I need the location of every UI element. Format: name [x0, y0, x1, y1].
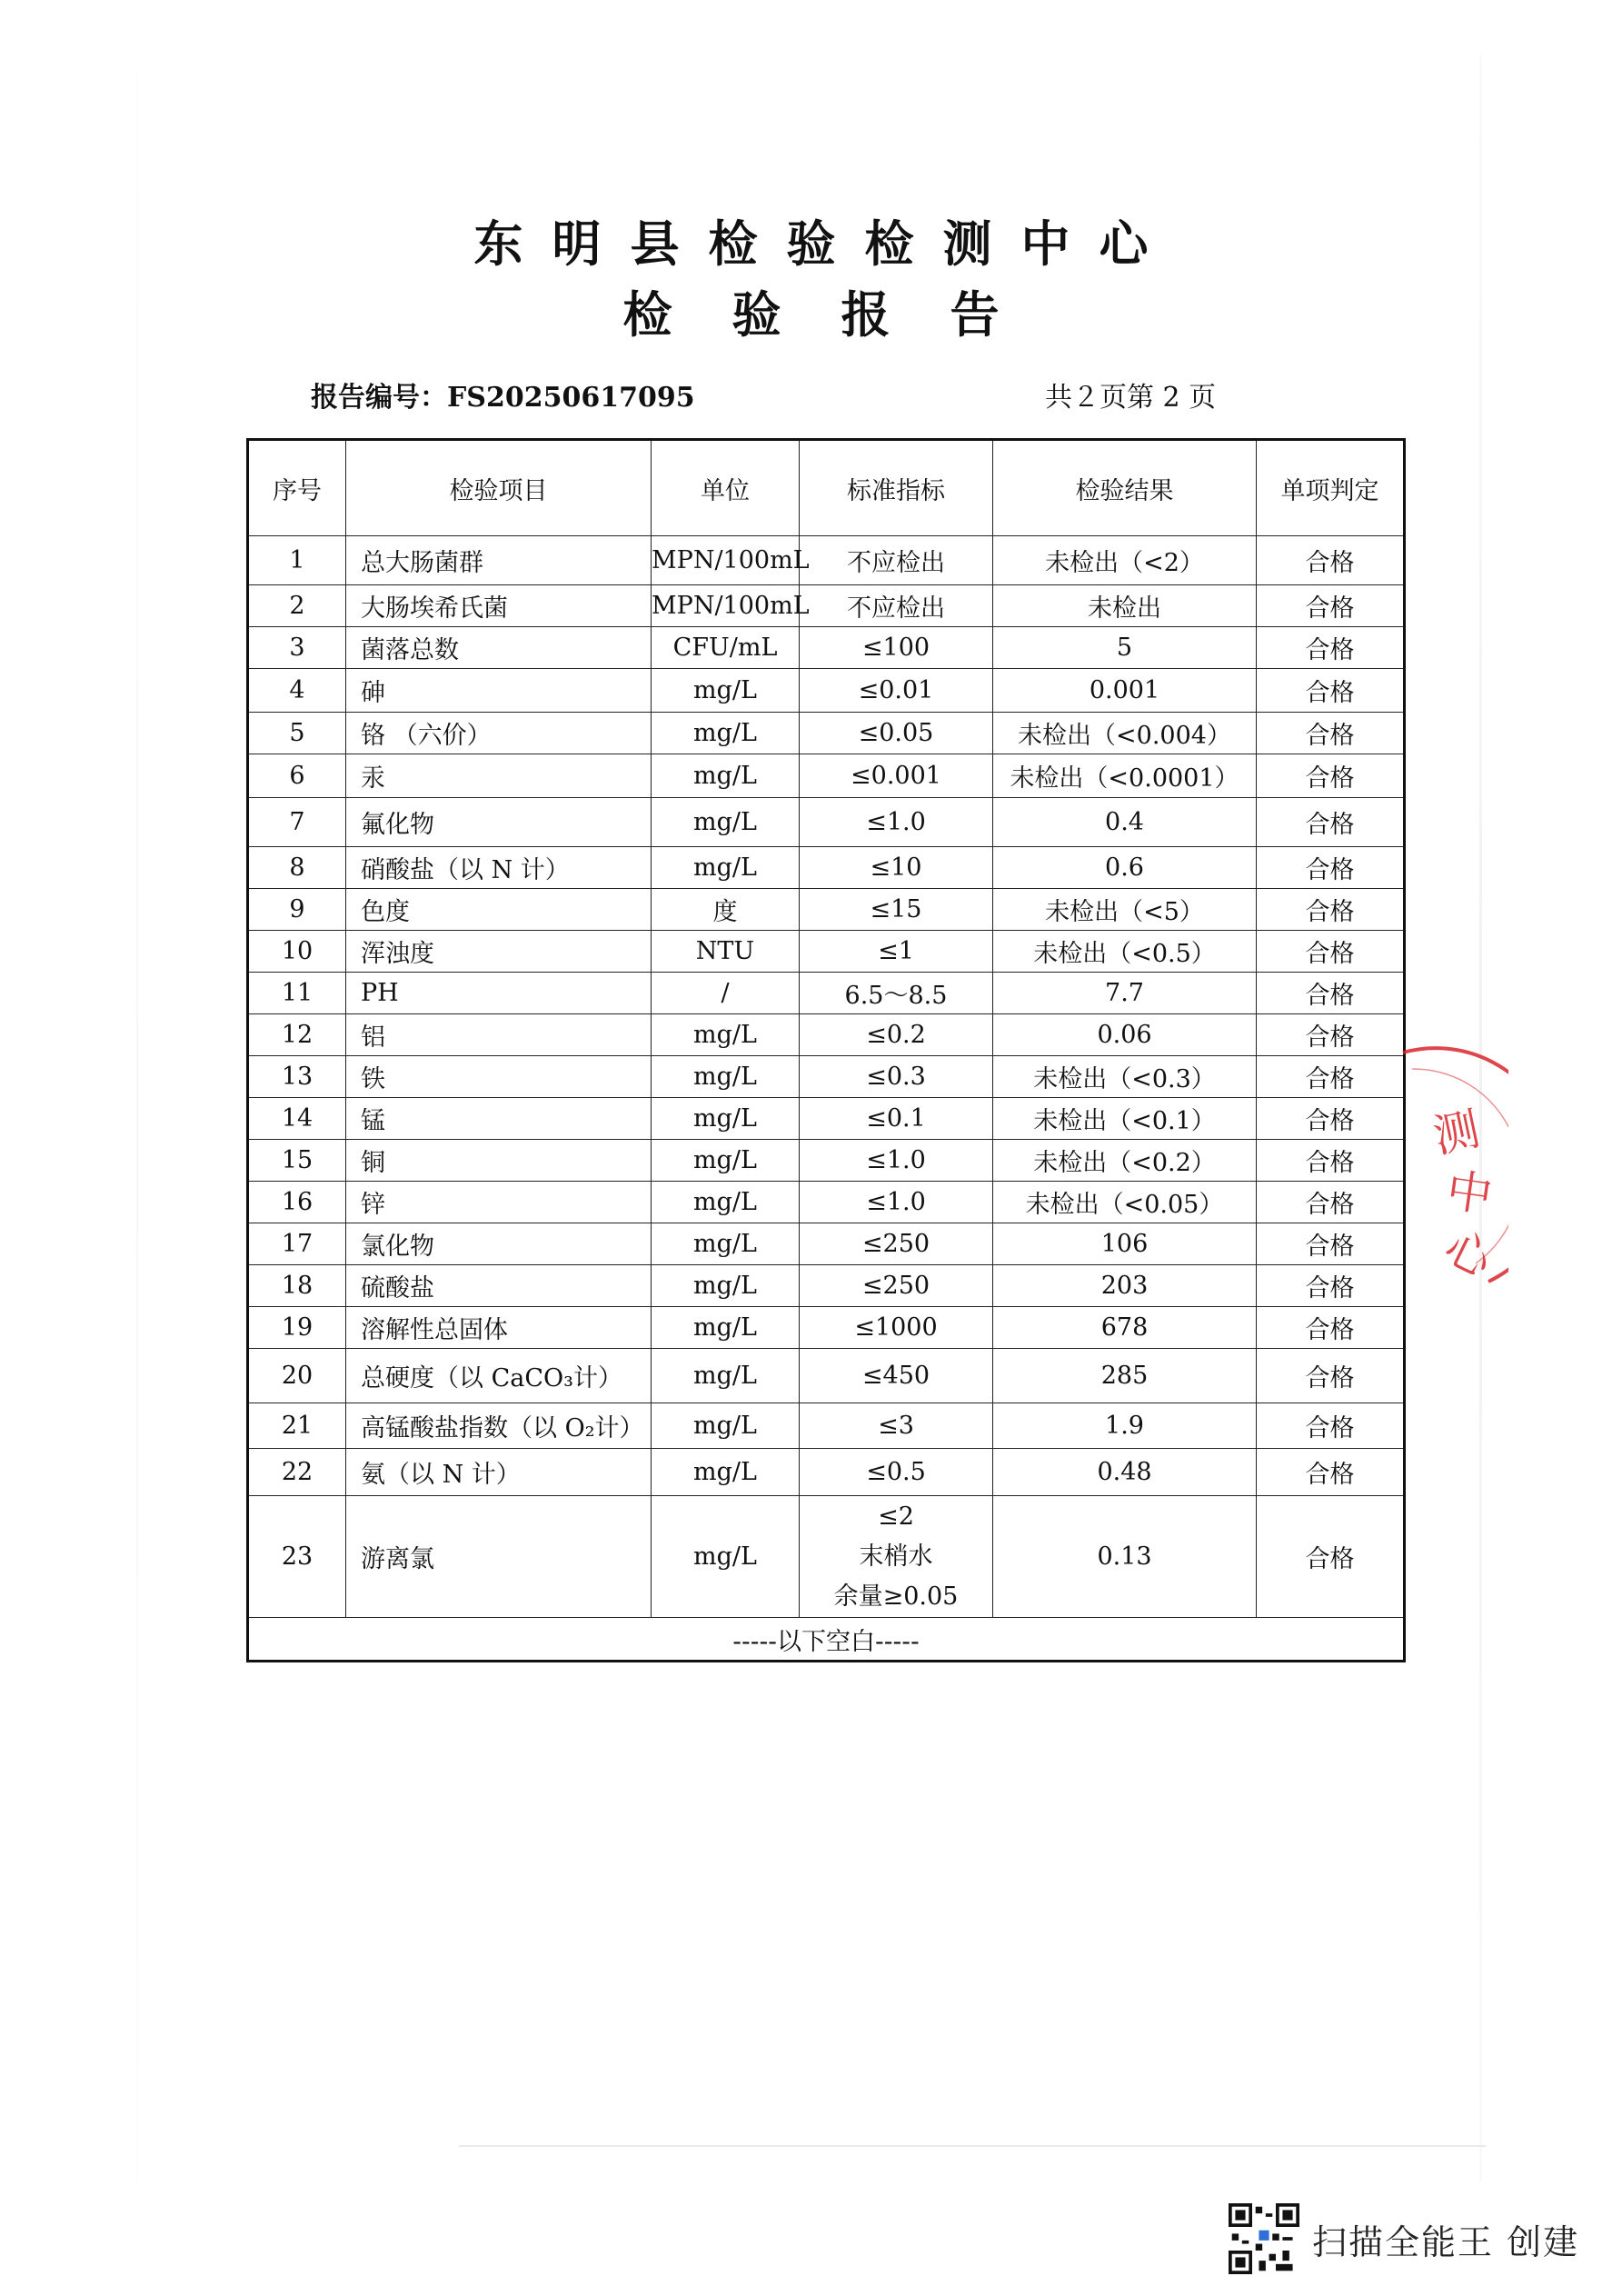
cell-result: 7.7 [993, 973, 1257, 1014]
table-header-row [248, 440, 1405, 536]
cell-standard: ≤1000 [800, 1307, 993, 1349]
cell-result: 未检出（<5） [993, 889, 1257, 931]
cell-result: 0.06 [993, 1014, 1257, 1056]
cell-item-name: 锰 [346, 1098, 652, 1140]
table-row [248, 585, 1405, 627]
cell-result: 0.4 [993, 798, 1257, 847]
table-row [248, 536, 1405, 585]
cell-row-number: 20 [248, 1349, 346, 1403]
cell-unit: mg/L [652, 754, 800, 798]
cell-judgement: 合格 [1257, 973, 1405, 1014]
cell-standard [800, 1496, 993, 1618]
cell-standard: ≤15 [800, 889, 993, 931]
cell-item-name: 铝 [346, 1014, 652, 1056]
cell-standard: 6.5～8.5 [800, 973, 993, 1014]
cell-judgement: 合格 [1257, 847, 1405, 889]
table-row [248, 1265, 1405, 1307]
cell-unit: mg/L [652, 1449, 800, 1496]
table-row [248, 973, 1405, 1014]
cell-item-name: 色度 [346, 889, 652, 931]
cell-result: 0.6 [993, 847, 1257, 889]
cell-row-number: 16 [248, 1182, 346, 1223]
table-row [248, 847, 1405, 889]
table-row [248, 754, 1405, 798]
table-row [248, 1056, 1405, 1098]
cell-result: 203 [993, 1265, 1257, 1307]
column-header-unit: 单位 [652, 440, 800, 536]
scanner-watermark [1229, 2203, 1579, 2274]
table-row [248, 1496, 1405, 1618]
cell-result: 0.001 [993, 669, 1257, 713]
cell-judgement: 合格 [1257, 1307, 1405, 1349]
cell-standard: ≤0.001 [800, 754, 993, 798]
document-title: 检验报告 [622, 285, 1060, 344]
cell-item-name: 菌落总数 [346, 627, 652, 669]
cell-item-name: 氟化物 [346, 798, 652, 847]
scanner-watermark-text: 扫描全能王 创建 [1312, 2221, 1580, 2262]
cell-standard: ≤1.0 [800, 1182, 993, 1223]
cell-unit: MPN/100mL [652, 585, 800, 627]
cell-unit: mg/L [652, 1307, 800, 1349]
cell-judgement: 合格 [1257, 889, 1405, 931]
cell-judgement: 合格 [1257, 1265, 1405, 1307]
table-row [248, 1349, 1405, 1403]
cell-item-name: 大肠埃希氏菌 [346, 585, 652, 627]
cell-result: 未检出（<0.2） [993, 1140, 1257, 1182]
cell-standard: ≤0.1 [800, 1098, 993, 1140]
cell-standard: ≤0.05 [800, 713, 993, 754]
cell-judgement: 合格 [1257, 1223, 1405, 1265]
table-row [248, 1098, 1405, 1140]
column-header-item: 检验项目 [346, 440, 652, 536]
cell-unit: mg/L [652, 1349, 800, 1403]
cell-unit: / [652, 973, 800, 1014]
cell-judgement: 合格 [1257, 1182, 1405, 1223]
cell-row-number: 15 [248, 1140, 346, 1182]
cell-judgement: 合格 [1257, 754, 1405, 798]
cell-standard: ≤1 [800, 931, 993, 973]
cell-row-number: 17 [248, 1223, 346, 1265]
cell-judgement: 合格 [1257, 1449, 1405, 1496]
cell-standard: ≤10 [800, 847, 993, 889]
scan-edge-bottom [459, 2145, 1486, 2147]
cell-row-number: 23 [248, 1496, 346, 1618]
cell-result: 678 [993, 1307, 1257, 1349]
cell-row-number: 8 [248, 847, 346, 889]
table-row [248, 1403, 1405, 1449]
cell-unit: mg/L [652, 1056, 800, 1098]
cell-result: 0.48 [993, 1449, 1257, 1496]
cell-item-name: 总大肠菌群 [346, 536, 652, 585]
cell-judgement: 合格 [1257, 585, 1405, 627]
cell-judgement: 合格 [1257, 1349, 1405, 1403]
cell-judgement: 合格 [1257, 798, 1405, 847]
cell-judgement: 合格 [1257, 931, 1405, 973]
cell-judgement: 合格 [1257, 536, 1405, 585]
cell-row-number: 19 [248, 1307, 346, 1349]
cell-judgement: 合格 [1257, 669, 1405, 713]
cell-row-number: 13 [248, 1056, 346, 1098]
red-seal-stamp [1381, 1045, 1508, 1318]
table-row [248, 1182, 1405, 1223]
table-row [248, 669, 1405, 713]
cell-item-name: 溶解性总固体 [346, 1307, 652, 1349]
table-row [248, 889, 1405, 931]
cell-standard: ≤250 [800, 1223, 993, 1265]
cell-result: 未检出（<0.5） [993, 931, 1257, 973]
svg-text:中: 中 [1443, 1163, 1496, 1223]
cell-row-number: 1 [248, 536, 346, 585]
cell-unit: mg/L [652, 713, 800, 754]
cell-unit: MPN/100mL [652, 536, 800, 585]
cell-unit: CFU/mL [652, 627, 800, 669]
cell-item-name: 氯化物 [346, 1223, 652, 1265]
cell-standard: ≤450 [800, 1349, 993, 1403]
cell-row-number: 2 [248, 585, 346, 627]
cell-standard: ≤1.0 [800, 1140, 993, 1182]
cell-judgement: 合格 [1257, 1140, 1405, 1182]
column-header-standard: 标准指标 [800, 440, 993, 536]
table-row [248, 1307, 1405, 1349]
cell-result: 未检出（<0.3） [993, 1056, 1257, 1098]
scan-edge-left [136, 73, 138, 2181]
cell-judgement: 合格 [1257, 1403, 1405, 1449]
cell-judgement: 合格 [1257, 1098, 1405, 1140]
cell-standard: ≤0.3 [800, 1056, 993, 1098]
table-row [248, 798, 1405, 847]
cell-unit: mg/L [652, 798, 800, 847]
cell-result: 未检出（<0.004） [993, 713, 1257, 754]
cell-standard: 不应检出 [800, 536, 993, 585]
cell-item-name: 铁 [346, 1056, 652, 1098]
cell-judgement: 合格 [1257, 1496, 1405, 1618]
cell-judgement: 合格 [1257, 1014, 1405, 1056]
cell-result: 未检出 [993, 585, 1257, 627]
cell-item-name: 浑浊度 [346, 931, 652, 973]
cell-standard: ≤1.0 [800, 798, 993, 847]
table-row [248, 1140, 1405, 1182]
cell-unit: mg/L [652, 1098, 800, 1140]
cell-row-number: 7 [248, 798, 346, 847]
cell-row-number: 9 [248, 889, 346, 931]
end-note: -----以下空白----- [248, 1618, 1405, 1662]
report-number-label: 报告编号： [311, 382, 447, 414]
cell-item-name: 高锰酸盐指数（以 O₂计） [346, 1403, 652, 1449]
report-number [311, 374, 695, 414]
cell-unit: mg/L [652, 669, 800, 713]
cell-result: 106 [993, 1223, 1257, 1265]
cell-result: 未检出（<0.05） [993, 1182, 1257, 1223]
cell-unit: NTU [652, 931, 800, 973]
cell-result: 0.13 [993, 1496, 1257, 1618]
cell-unit: mg/L [652, 1265, 800, 1307]
svg-text:心: 心 [1436, 1220, 1501, 1288]
cell-item-name: 铜 [346, 1140, 652, 1182]
cell-unit: mg/L [652, 1403, 800, 1449]
cell-result: 未检出（<0.0001） [993, 754, 1257, 798]
cell-row-number: 12 [248, 1014, 346, 1056]
cell-judgement: 合格 [1257, 713, 1405, 754]
column-header-judgement: 单项判定 [1257, 440, 1405, 536]
qr-code-icon [1229, 2203, 1299, 2274]
results-table [246, 438, 1406, 1662]
cell-result: 5 [993, 627, 1257, 669]
cell-row-number: 10 [248, 931, 346, 973]
cell-row-number: 4 [248, 669, 346, 713]
column-header-no: 序号 [248, 440, 346, 536]
cell-item-name: 硫酸盐 [346, 1265, 652, 1307]
cell-row-number: 6 [248, 754, 346, 798]
cell-unit: mg/L [652, 1223, 800, 1265]
table-row [248, 627, 1405, 669]
cell-standard: ≤0.5 [800, 1449, 993, 1496]
table-row [248, 931, 1405, 973]
organization-title: 东明县检验检测中心 [473, 215, 1178, 273]
table-row [248, 713, 1405, 754]
cell-item-name: 氨（以 N 计） [346, 1449, 652, 1496]
cell-standard: ≤3 [800, 1403, 993, 1449]
column-header-result: 检验结果 [993, 440, 1257, 536]
cell-item-name: 汞 [346, 754, 652, 798]
cell-standard: ≤250 [800, 1265, 993, 1307]
report-number-value: FS20250617095 [447, 382, 695, 414]
standard-line: 末梢水 [859, 1542, 933, 1571]
cell-row-number: 21 [248, 1403, 346, 1449]
cell-standard: 不应检出 [800, 585, 993, 627]
end-note-row [248, 1618, 1405, 1662]
table-row [248, 1449, 1405, 1496]
cell-item-name: 铬 （六价） [346, 713, 652, 754]
cell-row-number: 5 [248, 713, 346, 754]
cell-item-name: 硝酸盐（以 N 计） [346, 847, 652, 889]
table-row [248, 1223, 1405, 1265]
page-info: 共２页第 2 页 [1045, 382, 1217, 414]
cell-row-number: 14 [248, 1098, 346, 1140]
cell-unit: mg/L [652, 847, 800, 889]
cell-unit: mg/L [652, 1140, 800, 1182]
cell-result: 未检出（<0.1） [993, 1098, 1257, 1140]
cell-row-number: 22 [248, 1449, 346, 1496]
cell-standard: ≤0.2 [800, 1014, 993, 1056]
cell-item-name: PH [346, 973, 652, 1014]
cell-row-number: 11 [248, 973, 346, 1014]
cell-result: 285 [993, 1349, 1257, 1403]
cell-row-number: 3 [248, 627, 346, 669]
cell-unit: 度 [652, 889, 800, 931]
table-row [248, 1014, 1405, 1056]
cell-standard: ≤0.01 [800, 669, 993, 713]
cell-item-name: 砷 [346, 669, 652, 713]
cell-result: 1.9 [993, 1403, 1257, 1449]
cell-standard: ≤100 [800, 627, 993, 669]
cell-unit: mg/L [652, 1182, 800, 1223]
cell-judgement: 合格 [1257, 627, 1405, 669]
cell-judgement: 合格 [1257, 1056, 1405, 1098]
svg-text:测: 测 [1428, 1102, 1485, 1163]
standard-line: ≤2 [878, 1502, 914, 1531]
cell-result: 未检出（<2） [993, 536, 1257, 585]
cell-item-name: 游离氯 [346, 1496, 652, 1618]
standard-line: 余量≥0.05 [833, 1582, 959, 1611]
cell-item-name: 总硬度（以 CaCO₃计） [346, 1349, 652, 1403]
cell-unit: mg/L [652, 1014, 800, 1056]
cell-row-number: 18 [248, 1265, 346, 1307]
cell-unit: mg/L [652, 1496, 800, 1618]
cell-item-name: 锌 [346, 1182, 652, 1223]
